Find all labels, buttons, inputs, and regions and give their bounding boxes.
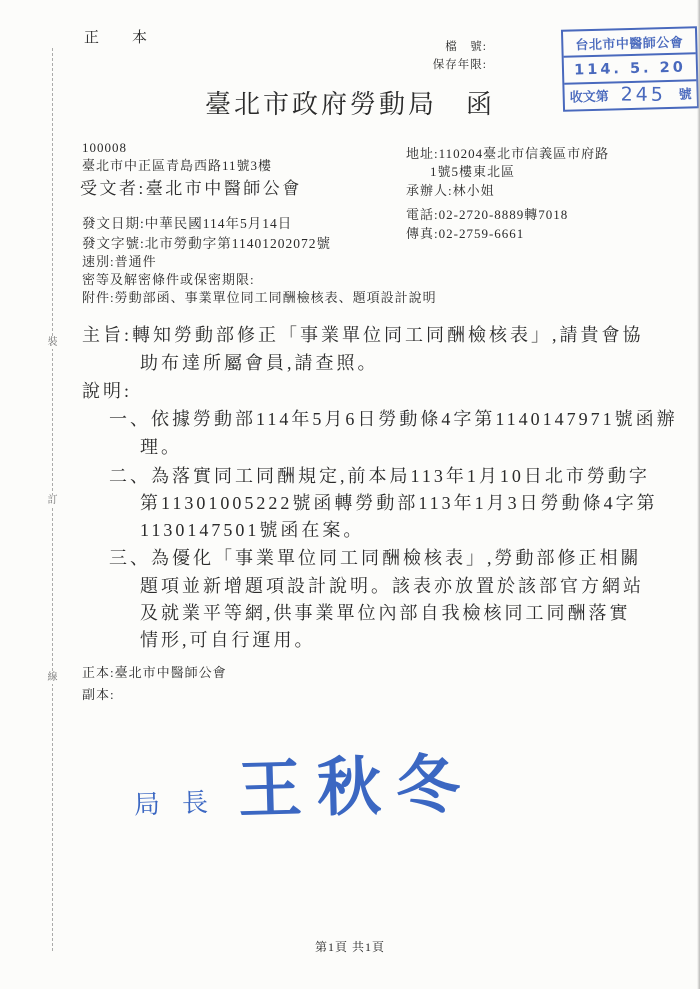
contact-address-line1: 地址:110204臺北市信義區市府路 bbox=[406, 146, 610, 161]
explanation-item3-line2: 題項並新增題項設計說明。該表亦放置於該部官方網站 bbox=[140, 576, 644, 596]
recipient-line: 受文者:臺北市中醫師公會 bbox=[80, 179, 302, 198]
explanation-item1-line2: 理。 bbox=[140, 437, 182, 457]
copy-type-label: 正 本 bbox=[84, 30, 157, 46]
contact-fax-line: 傳真:02-2759-6661 bbox=[406, 226, 525, 241]
stamp-doc-number-handwritten: 245 bbox=[620, 83, 667, 106]
file-number-label: 檔 號: bbox=[445, 41, 487, 53]
director-title: 局長 bbox=[133, 787, 231, 820]
attachment-line: 附件:勞動部函、事業單位同工同酬檢核表、題項設計說明 bbox=[82, 290, 437, 305]
director-signature: 王秋冬 bbox=[237, 748, 476, 827]
retention-period-label: 保存年限: bbox=[432, 59, 487, 71]
explanation-heading: 說明: bbox=[82, 381, 133, 401]
document-title: 臺北市政府勞動局 函 bbox=[204, 90, 495, 119]
contact-phone-line: 電話:02-2720-8889轉7018 bbox=[406, 207, 569, 222]
distribution-copy-line: 副本: bbox=[82, 687, 115, 702]
explanation-item1-line1: 一、依據勞動部114年5月6日勞動條4字第1140147971號函辦 bbox=[109, 409, 678, 429]
stamp-org-name: 台北市中醫師公會 bbox=[563, 28, 696, 57]
explanation-item3-line1: 三、為優化「事業單位同工同酬檢核表」,勞動部修正相關 bbox=[109, 548, 642, 568]
stamp-doc-suffix: 號 bbox=[678, 86, 692, 102]
page-number-footer: 第1頁 共1頁 bbox=[314, 940, 385, 954]
explanation-item2-line2: 第11301005222號函轉勞動部113年1月3日勞動條4字第 bbox=[140, 493, 658, 513]
stamp-doc-prefix: 收文第 bbox=[569, 88, 609, 105]
speed-class-line: 速別:普通件 bbox=[82, 254, 157, 269]
explanation-item3-line3: 及就業平等網,供事業單位內部自我檢核同工同酬落實 bbox=[140, 603, 631, 623]
doc-number-line: 發文字號:北市勞動字第11401202072號 bbox=[82, 236, 331, 251]
explanation-item3-line4: 情形,可自行運用。 bbox=[140, 630, 316, 650]
file-number-block bbox=[393, 38, 487, 74]
sender-address: 臺北市中正區青島西路11號3樓 bbox=[82, 158, 273, 173]
contact-address-line2: 1號5樓東北區 bbox=[430, 164, 516, 179]
binding-mark-xian: 線 bbox=[45, 672, 60, 684]
issue-date-line: 發文日期:中華民國114年5月14日 bbox=[82, 216, 293, 231]
distribution-original-line: 正本:臺北市中醫師公會 bbox=[82, 665, 227, 680]
explanation-item2-line3: 1130147501號函在案。 bbox=[140, 520, 365, 540]
explanation-item2-line1: 二、為落實同工同酬規定,前本局113年1月10日北市勞動字 bbox=[109, 466, 650, 486]
subject-line-2: 助布達所屬會員,請查照。 bbox=[140, 353, 379, 373]
secrecy-line: 密等及解密條件或保密期限: bbox=[82, 272, 255, 287]
binding-mark-ding: 訂 bbox=[45, 495, 60, 507]
binding-mark-zhuang: 裝 bbox=[45, 337, 60, 349]
contact-person-line: 承辦人:林小姐 bbox=[406, 183, 495, 198]
sender-zip: 100008 bbox=[82, 140, 127, 155]
subject-line-1: 主旨:轉知勞動部修正「事業單位同工同酬檢核表」,請貴會協 bbox=[82, 325, 644, 345]
stamp-received-date: 114. 5. 20 bbox=[564, 54, 697, 84]
